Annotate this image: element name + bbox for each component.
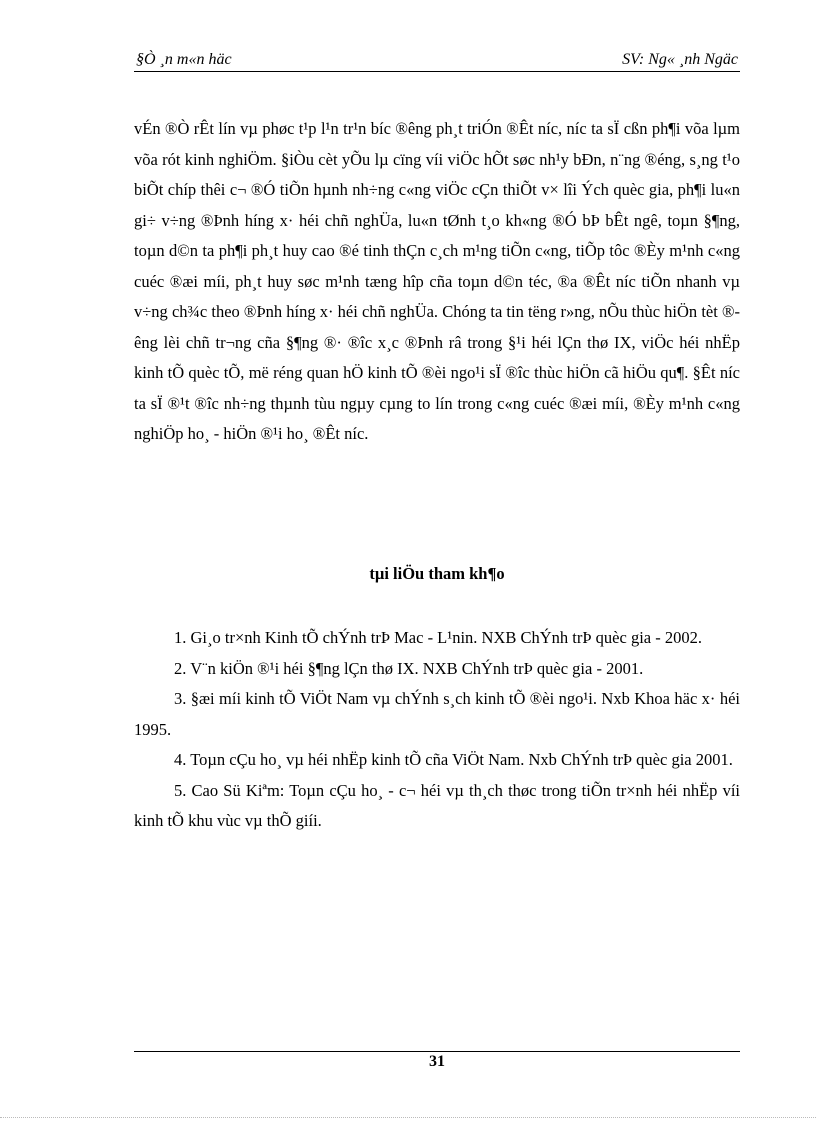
header-course-title: §Ò ¸n m«n häc xyxy=(136,51,232,68)
page-number: 31 xyxy=(429,1053,445,1070)
reference-item: 2. V¨n kiÖn ®¹i héi §¶ng lÇn thø IX. NXB ChÝnh trÞ quèc gia - 2001. xyxy=(174,658,644,678)
references-list xyxy=(134,623,740,837)
reference-item: 4. Toµn cÇu ho¸ vµ héi nhËp kinh tÕ cña ViÖt Nam. Nxb ChÝnh trÞ quèc gia 2001. xyxy=(174,750,733,769)
reference-item: 1. Gi¸o tr×nh Kinh tÕ chÝnh trÞ Mac - L¹nin. NXB ChÝnh trÞ quèc gia - 2002. xyxy=(174,628,702,647)
header-student-name: SV: Ng« ¸nh Ngäc xyxy=(622,51,738,68)
footer-divider xyxy=(134,1051,740,1052)
page-header xyxy=(134,49,740,72)
reference-item: 3. §æi míi kinh tÕ ViÖt Nam vµ chÝnh s¸ch kinh tÕ ®èi ngo¹i. Nxb Khoa häc x· héi 1995. xyxy=(134,689,740,739)
reference-item: 5. Cao Sü Kiªm: Toµn cÇu ho¸ - c¬ héi vµ th¸ch thøc trong tiÕn tr×nh héi nhËp víi kinh tÕ khu vùc vµ thÕ giíi. xyxy=(134,780,740,830)
references-title: tµi liÖu tham kh¶o xyxy=(369,564,505,583)
body-paragraph: vÉn ®Ò rÊt lín vµ phøc t¹p l¹n tr¹n bíc ®êng ph¸t triÓn ®Êt níc, níc ta sÏ cßn ph¶i võa lµm võa rót kinh nghiÖm. §iÒu cèt yÕu lµ cïng víi viÖc hÕt søc nh¹y bÐn, n¨ng ®éng, s¸ng t¹o biÕt chíp thêi c¬ ®Ó tiÕn hµnh nh÷ng c«ng viÖc cÇn thiÕt v× lîi Ých quèc gia, ph¶i lu«n gi÷ v÷ng ®Þnh híng x· héi chñ nghÜa, lu«n tØnh t¸o kh«ng ®Ó bÞ bÊt ngê, toµn §¶ng, toµn d©n ta ph¶i ph¸t huy cao ®é tinh thÇn c¸ch m¹ng tiÕn c«ng, tiÕp tôc ®Èy m¹nh c«ng cuéc ®æi míi, ph¸t huy søc m¹nh tæng hîp cña toµn d©n téc, ®a ®Êt níc tiÕn nhanh vµ v÷ng ch¾c theo ®Þnh híng x· héi chñ nghÜa. Chóng ta tin tëng r»ng, nÕu thùc hiÖn tèt ®êng lèi chñ tr¬ng cña §¶ng ®· ®îc x¸c ®Þnh râ trong §¹i héi lÇn thø IX, viÖc héi nhËp kinh tÕ quèc tÕ, më réng quan hÖ kinh tÕ ®èi ngo¹i sÏ ®îc thùc hiÖn cã hiÖu qu¶. §Êt níc ta sÏ ®¹t ®îc nh÷ng thµnh tùu ngµy cµng to lín trong c«ng cuéc ®æi míi, ®Èy m¹nh c«ng nghiÖp ho¸ - hiÖn ®¹i ho¸ ®Êt níc. xyxy=(134,119,740,443)
page-edge-divider xyxy=(0,1117,816,1118)
